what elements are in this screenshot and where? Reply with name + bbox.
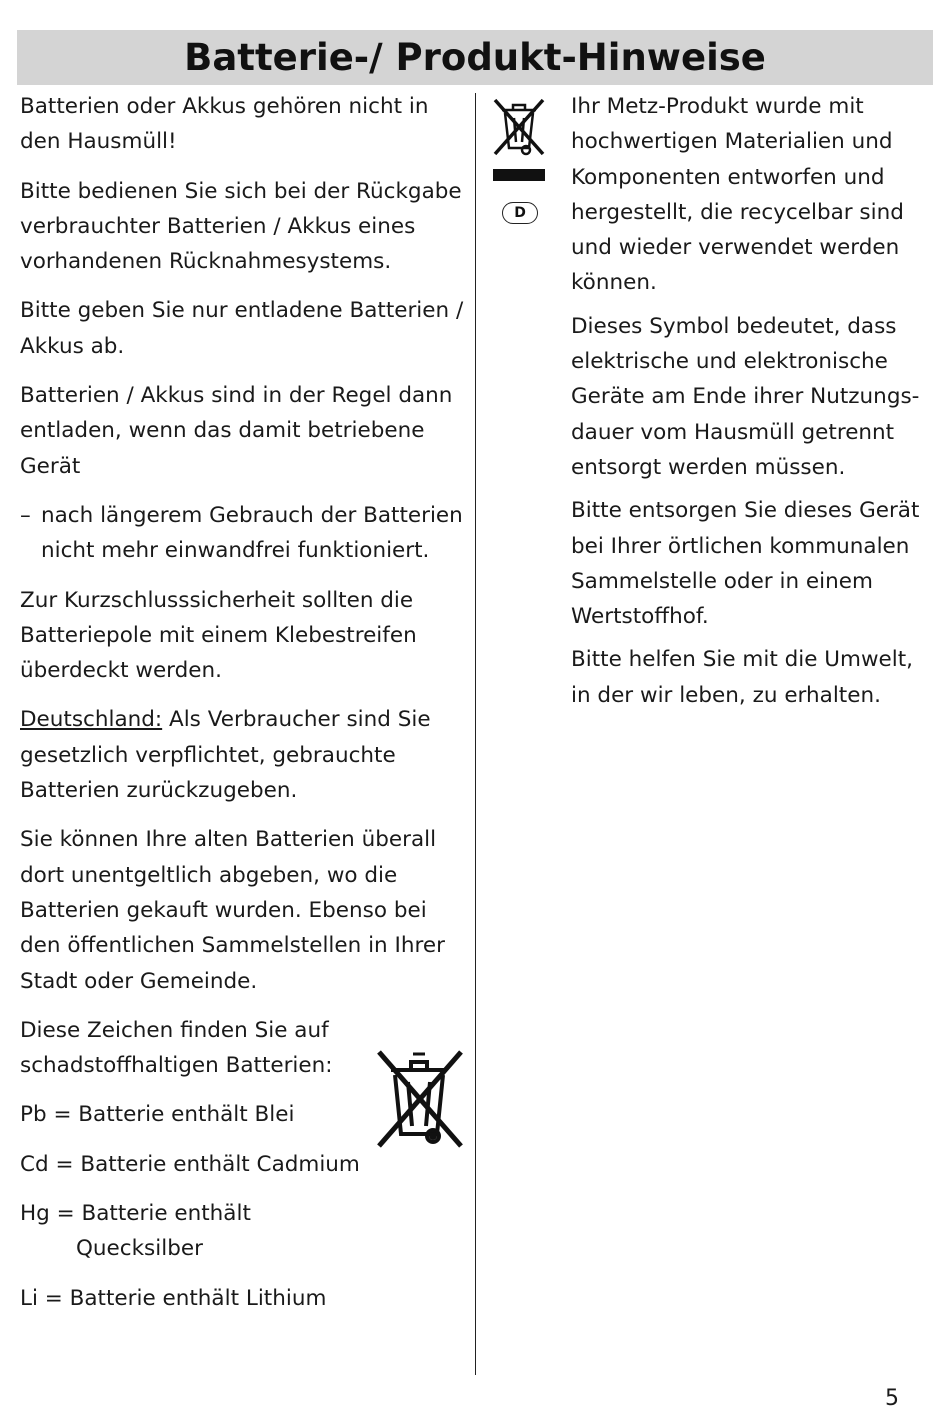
paragraph-discharged-definition: Batterien / Akkus sind in der Regel dann entladen, wenn das damit betriebene Gerät: [20, 383, 453, 479]
symbol-li: Li = Batterie enthält Lithium: [20, 1285, 327, 1311]
column-divider: [475, 93, 476, 1375]
paragraph-discharged: Bitte geben Sie nur entladene Batterien / Akkus ab.: [20, 298, 464, 359]
country-badge: D: [502, 202, 538, 224]
right-column: [571, 89, 931, 721]
symbol-pb: Pb = Batterie enthält Blei: [20, 1102, 295, 1128]
page-title: Batterie-/ Produkt-Hinweise: [184, 36, 766, 79]
paragraph-recyclable: Ihr Metz-Produkt wurde mit hochwertigen Materialien und Komponenten entworfen und hergestellt, die recycelbar sind und wieder verwendet werden können.: [571, 94, 904, 296]
paragraph-short-circuit: Zur Kurzschlusssicherheit sollten die Batteriepole mit einem Klebestreifen überdeckt werden.: [20, 587, 417, 684]
paragraph-return-locations: Sie können Ihre alten Batterien überall dort unentgeltlich abgeben, wo die Batterien gekauft wurden. Ebenso bei den öffentlichen Sammelstellen in Ihrer Stadt oder Gemeinde.: [20, 827, 445, 994]
dash-mark: –: [20, 502, 31, 528]
dash-item-text: nach längerem Gebrauch der Batterien nicht mehr einwandfrei funktioniert.: [41, 502, 463, 564]
underline-bar-icon: [493, 169, 545, 181]
crossed-bin-icon-large: [375, 1048, 465, 1150]
crossed-bin-icon-small: [492, 96, 546, 158]
paragraph-collection-point: Bitte entsorgen Sie dieses Gerät bei Ihrer örtlichen kommunalen Sammelstelle oder in einem Wertstoffhof.: [571, 498, 920, 630]
symbols-intro-line2: schadstoffhaltigen Batterien:: [20, 1053, 333, 1079]
paragraph-germany: [20, 702, 470, 808]
germany-label: Deutschland:: [20, 707, 163, 733]
symbol-hg-line2: Quecksilber: [76, 1236, 203, 1262]
page-number: 5: [885, 1386, 899, 1411]
symbol-hg: [20, 1196, 470, 1267]
paragraph-household-waste: Batterien oder Akkus gehören nicht in den Hausmüll!: [20, 94, 429, 155]
paragraph-symbol-meaning: Dieses Symbol bedeutet, dass elektrische und elektronische Geräte am Ende ihrer Nutzungs-dauer vom Hausmüll getrennt entsorgt werden müssen.: [571, 313, 920, 480]
symbols-intro-line1: Diese Zeichen finden Sie auf: [20, 1017, 329, 1043]
paragraph-environment: Bitte helfen Sie mit die Umwelt, in der wir leben, zu erhalten.: [571, 647, 914, 708]
symbol-hg-line1: Hg = Batterie enthält: [20, 1201, 251, 1227]
dash-list-item: [20, 498, 470, 569]
symbol-cd: Cd = Batterie enthält Cadmium: [20, 1151, 360, 1177]
germany-text: Als Verbraucher sind Sie gesetzlich verpflichtet, gebrauchte Batterien zurückzugeben.: [20, 707, 431, 804]
title-bar: [17, 30, 933, 85]
paragraph-return-system: Bitte bedienen Sie sich bei der Rückgabe verbrauchter Batterien / Akkus eines vorhandenen Rücknahmesystems.: [20, 178, 462, 275]
